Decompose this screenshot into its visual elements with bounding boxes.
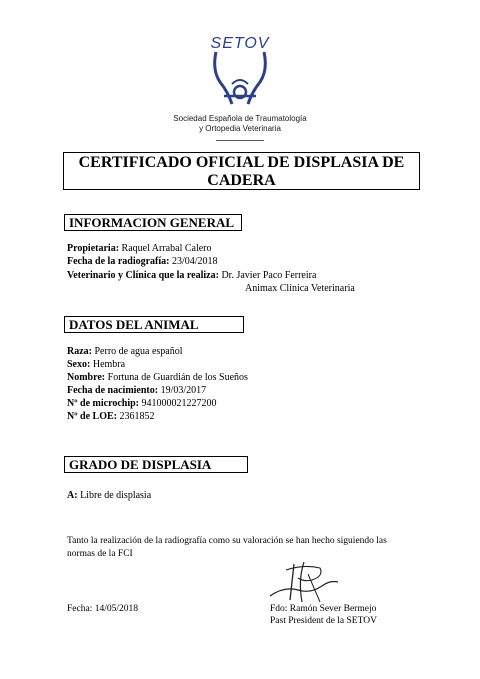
owner-label: Propietaria:: [67, 243, 120, 254]
logo-mark-text: SETOV: [210, 35, 270, 52]
sex-value: Hembra: [92, 359, 126, 370]
section-heading-general: INFORMACION GENERAL: [64, 214, 242, 231]
xray-date-field: [67, 256, 218, 268]
microchip-field: [67, 398, 217, 410]
signed-by: Fdo: Ramón Sever Bermejo: [270, 604, 377, 614]
org-name-line2: y Ortopedia Veterinaria: [199, 124, 281, 133]
grade-label: A:: [67, 490, 78, 501]
vet-field: [67, 270, 316, 282]
setov-logo: [140, 30, 340, 148]
sex-label: Sexo:: [67, 359, 91, 370]
section-heading-grade: GRADO DE DISPLASIA: [64, 456, 248, 473]
setov-emblem-icon: [202, 30, 278, 112]
animal-name-value: Fortuna de Guardián de los Sueños: [107, 372, 248, 383]
vet-label: Veterinario y Clínica que la realiza:: [67, 270, 219, 281]
xray-date-label: Fecha de la radiografía:: [67, 256, 170, 267]
animal-name-label: Nombre:: [67, 372, 106, 383]
sex-field: [67, 359, 125, 371]
certificate-title-line1: CERTIFICADO OFICIAL DE DISPLASIA DE: [78, 154, 405, 171]
loe-value: 2361852: [119, 411, 155, 422]
vet-clinic: Animax Clínica Veterinaria: [245, 283, 355, 294]
grade-field: [67, 490, 151, 502]
breed-value: Perro de agua español: [94, 346, 183, 357]
logo-divider: [216, 140, 264, 141]
birth-date-value: 19/03/2017: [160, 385, 207, 396]
signer-title: Past President de la SETOV: [270, 616, 377, 626]
loe-label: Nº de LOE:: [67, 411, 117, 422]
fci-statement-line2: normas de la FCI: [67, 549, 133, 559]
owner-value: Raquel Arrabal Calero: [121, 243, 212, 254]
grade-value: Libre de displasia: [80, 490, 152, 501]
handwritten-signature-icon: [264, 556, 344, 606]
microchip-value: 941000021227200: [141, 398, 217, 409]
certificate-title-line2: CADERA: [207, 172, 276, 189]
loe-field: [67, 411, 154, 423]
birth-date-label: Fecha de nacimiento:: [67, 385, 159, 396]
org-name-line1: Sociedad Española de Traumatología: [173, 114, 307, 123]
fci-statement-line1: Tanto la realización de la radiografía como su valoración se han hecho siguiendo las: [67, 536, 387, 546]
signature-block: [270, 603, 377, 627]
vet-name: Dr. Javier Paco Ferreira: [221, 270, 317, 281]
section-heading-animal: DATOS DEL ANIMAL: [64, 316, 244, 333]
fci-statement: [67, 535, 412, 561]
microchip-label: Nº de microchip:: [67, 398, 139, 409]
owner-field: [67, 243, 212, 255]
xray-date-value: 23/04/2018: [171, 256, 218, 267]
breed-field: [67, 346, 183, 358]
animal-name-field: [67, 372, 248, 384]
birth-date-field: [67, 385, 206, 397]
certificate-title: [63, 152, 420, 190]
breed-label: Raza:: [67, 346, 92, 357]
issue-date: Fecha: 14/05/2018: [67, 604, 138, 614]
